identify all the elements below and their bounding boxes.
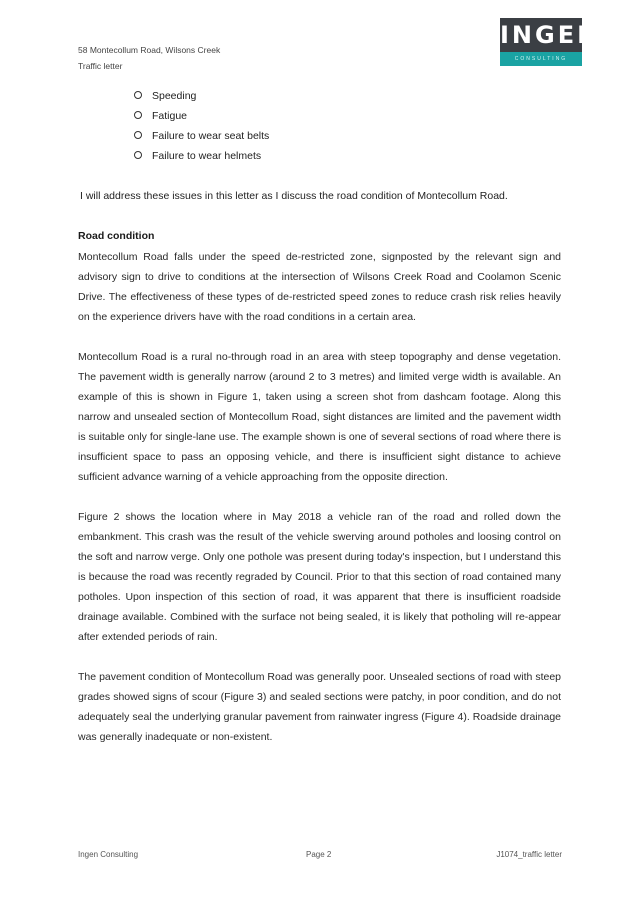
footer-page-number: Page 2 [306, 850, 332, 859]
body-paragraph: Montecollum Road falls under the speed de-restricted zone, signposted by the relevant sign and advisory sign to drive to conditions at the intersection of Wilsons Creek Road and Coolamon Scenic Drive. The effectiveness of these types of de-restricted speed zones to reduce crash risk relies heavily on the experience drivers have with the road conditions in a certain area. [78, 251, 561, 323]
list-item-text: Speeding [152, 90, 197, 102]
list-item [134, 106, 269, 126]
logo-tagline: CONSULTING [500, 52, 582, 66]
document-header [78, 42, 220, 74]
logo-wordmark: INGEN [500, 18, 582, 52]
hollow-bullet-icon [134, 151, 142, 159]
bullet-list [134, 86, 269, 166]
hollow-bullet-icon [134, 91, 142, 99]
body-paragraph: Montecollum Road is a rural no-through road in an area with steep topography and dense vegetation. The pavement width is generally narrow (around 2 to 3 metres) and limited verge width is available. An example of this is shown in Figure 1, taken using a screen shot from dashcam footage. Along this narrow and unsealed section of Montecollum Road, sight distances are limited and the pavement width is suitable only for single-lane use. The example shown is one of several sections of road where there is insufficient space to pass an opposing vehicle, and there is insufficient sight distance to achieve sufficient advance warning of a vehicle approaching from the opposite direction. [78, 351, 561, 483]
header-address-line: 58 Montecollum Road, Wilsons Creek [78, 45, 221, 55]
list-item-text: Failure to wear seat belts [152, 130, 270, 142]
list-item [134, 86, 269, 106]
hollow-bullet-icon [134, 111, 142, 119]
list-item [134, 146, 269, 166]
section-heading: Road condition [78, 230, 155, 242]
footer-company: Ingen Consulting [78, 850, 139, 859]
header-subtitle: Traffic letter [78, 61, 123, 71]
footer-document-ref: J1074_traffic letter [496, 850, 562, 859]
list-item-text: Fatigue [152, 110, 188, 122]
hollow-bullet-icon [134, 131, 142, 139]
list-item-text: Failure to wear helmets [152, 150, 262, 162]
list-item [134, 126, 269, 146]
intro-sentence: I will address these issues in this letter as I discuss the road condition of Montecollum Road. [80, 190, 508, 202]
company-logo [500, 18, 601, 66]
body-paragraph: The pavement condition of Montecollum Road was generally poor. Unsealed sections of road with steep grades showed signs of scour (Figure 3) and sealed sections were patchy, in poor condition, and do not adequately seal the underlying granular pavement from rainwater ingress (Figure 4). Roadside drainage was generally inadequate or non-existent. [78, 671, 561, 743]
body-paragraph: Figure 2 shows the location where in May 2018 a vehicle ran of the road and rolled down the embankment. This crash was the result of the vehicle swerving around potholes and loosing control on the soft and narrow verge. Only one pothole was present during today's inspection, but I understand this is because the road was recently regraded by Council. Prior to that this section of road contained many potholes. Upon inspection of this section of road, it was apparent that there is insufficient roadside drainage available. Combined with the surface not being sealed, it is likely that potholing will re-appear after extended periods of rain. [78, 511, 561, 643]
